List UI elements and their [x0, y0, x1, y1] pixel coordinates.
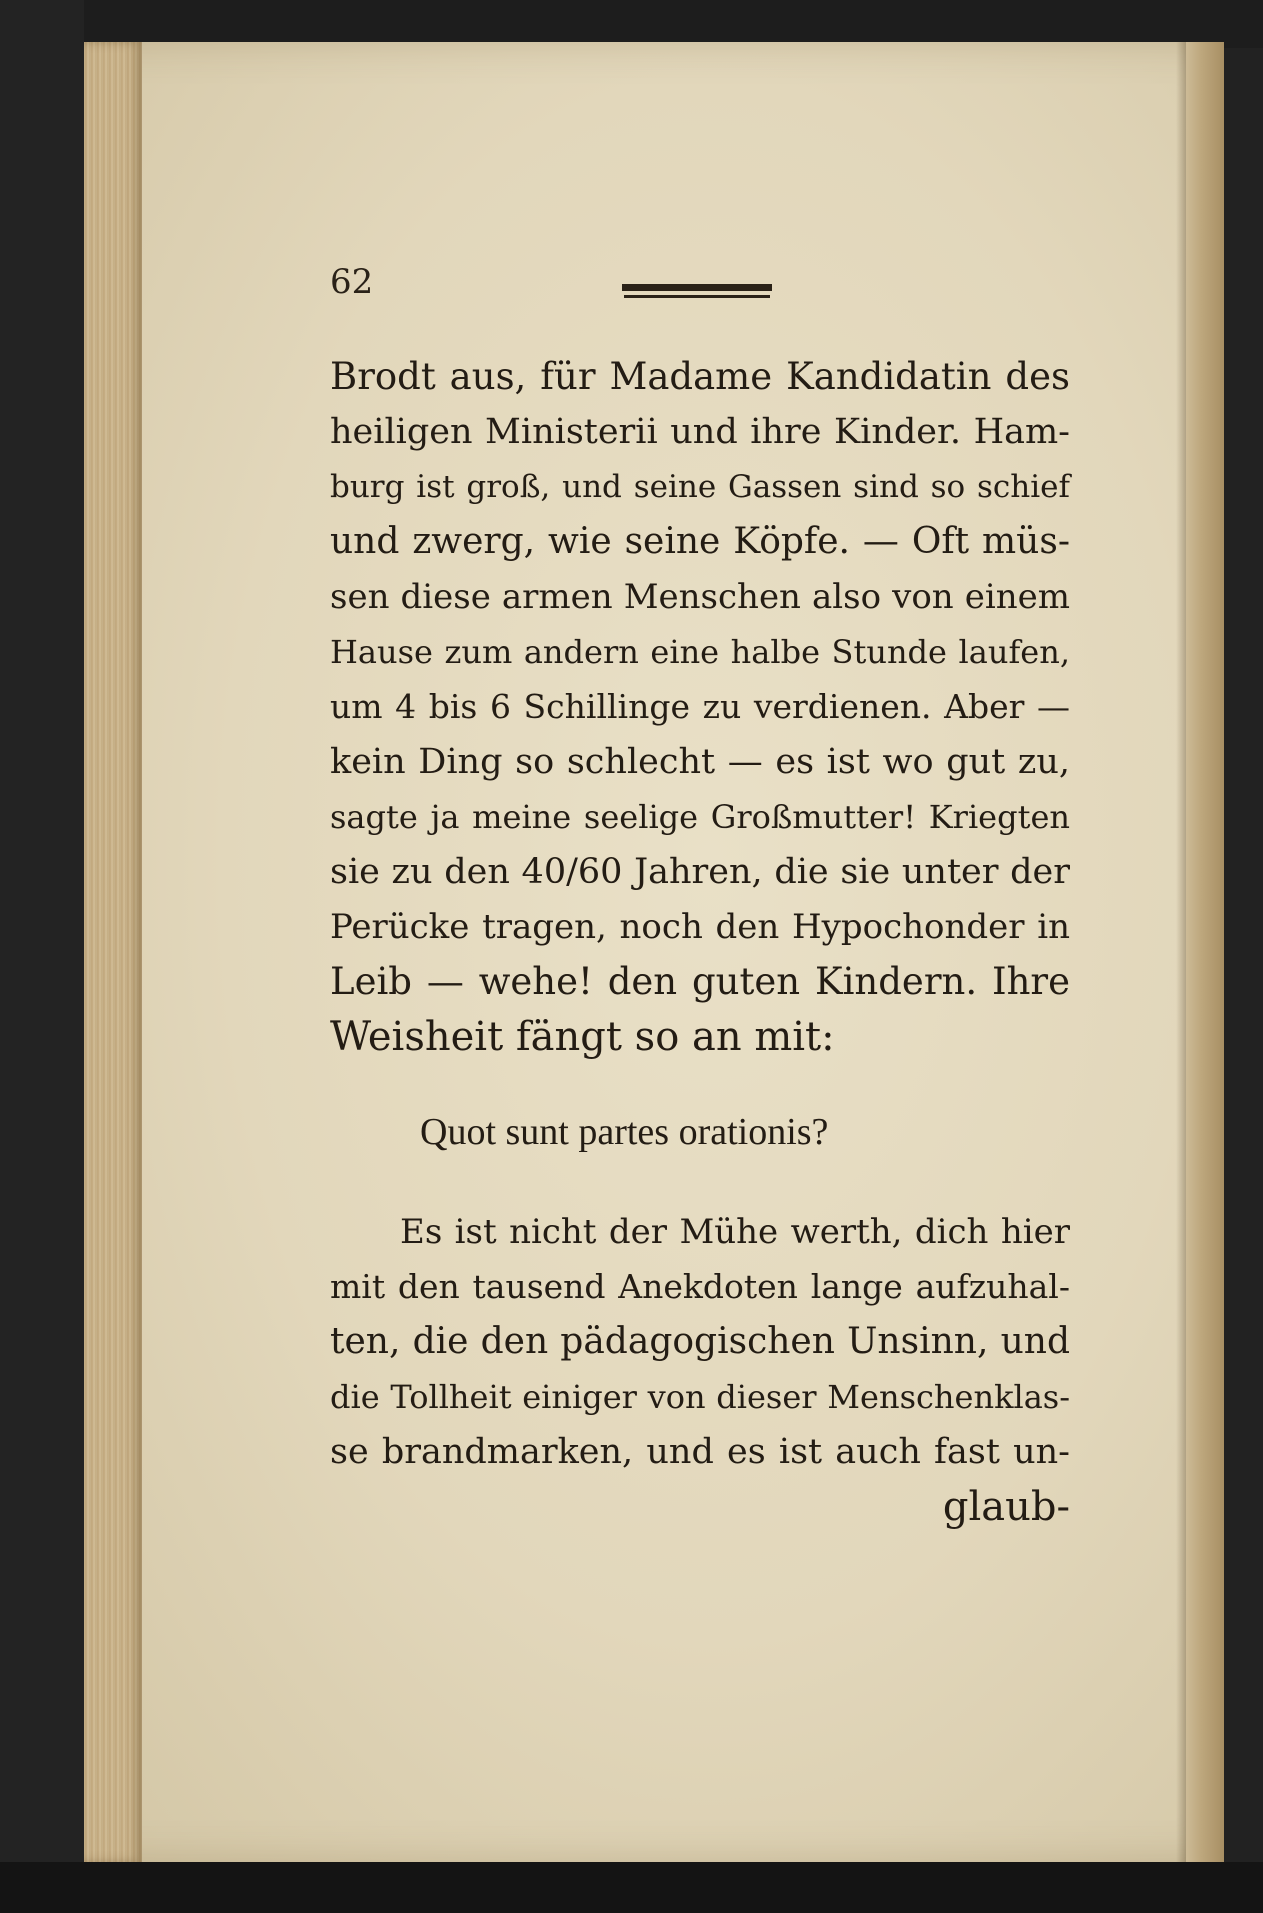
latin-quote: Quot sunt partes orationis? [420, 1111, 829, 1153]
text-line: Brodt aus, für Madame Kandidatin des [330, 355, 1070, 398]
text-line: sagte ja meine seelige Großmutter! Kriegten [330, 798, 1070, 836]
text-line: um 4 bis 6 Schillinge zu verdienen. Aber — [330, 687, 1070, 726]
text-line: sen diese armen Menschen also von einem [330, 577, 1070, 617]
text-line: se brandmarken, und es ist auch fast un- [330, 1432, 1070, 1472]
text-line: die Tollheit einiger von dieser Menschenklas- [330, 1378, 1070, 1416]
header-rule [622, 284, 772, 291]
text-line: Perücke tragen, noch den Hypochonder in [330, 907, 1070, 947]
scan-backdrop-bottom [0, 1862, 1263, 1913]
text-line: und zwerg, wie seine Köpfe. — Oft müs- [330, 521, 1070, 562]
page-edge-right [1186, 42, 1224, 1862]
text-line: mit den tausend Anekdoten lange aufzuhal- [330, 1267, 1070, 1306]
text-line: ten, die den pädagogischen Unsinn, und [330, 1321, 1070, 1362]
text-line: Leib — wehe! den guten Kindern. Ihre [330, 960, 1070, 1003]
scan-backdrop-top [0, 0, 1263, 48]
page-gutter-shadow [1176, 42, 1186, 1862]
scan-backdrop-left [0, 0, 84, 1913]
page-edges-left [84, 42, 142, 1862]
page-number: 62 [330, 262, 374, 302]
text-line: kein Ding so schlecht — es ist wo gut zu, [330, 742, 1070, 782]
book-page [84, 42, 1224, 1862]
text-line: Hause zum andern eine halbe Stunde laufen, [330, 633, 1070, 671]
text-line: sie zu den 40/60 Jahren, die sie unter der [330, 852, 1070, 892]
text-line: heiligen Ministerii und ihre Kinder. Ham- [330, 412, 1070, 452]
text-line: Es ist nicht der Mühe werth, dich hier [400, 1212, 1070, 1252]
catchword: glaub- [942, 1484, 1070, 1530]
running-head [330, 262, 810, 312]
text-line: burg ist groß, und seine Gassen sind so schief [330, 469, 1070, 505]
text-line: Weisheit fängt so an mit: [330, 1014, 835, 1060]
